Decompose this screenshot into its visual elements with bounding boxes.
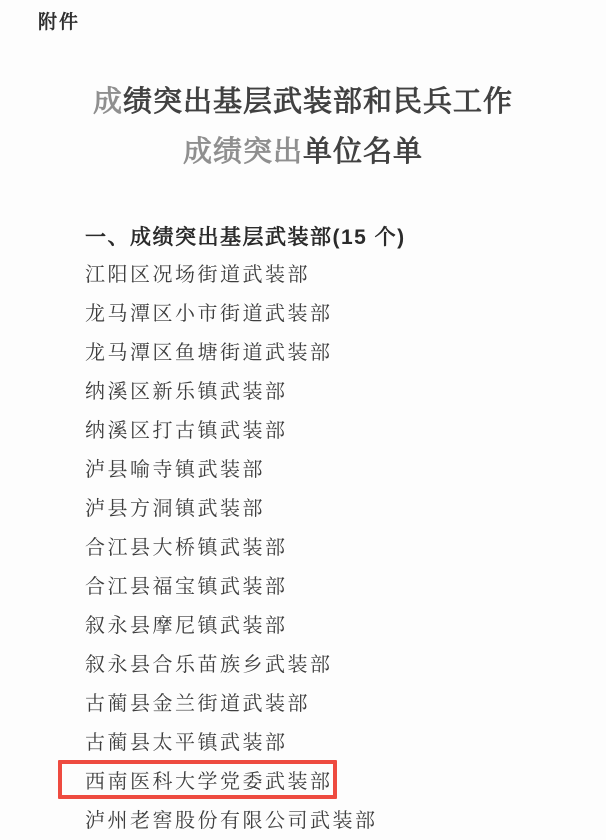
list-item [0, 253, 606, 292]
unit-name: 古蔺县金兰街道武装部 [85, 693, 310, 715]
unit-name: 叙永县摩尼镇武装部 [85, 615, 288, 637]
list-item [0, 409, 606, 448]
list-item [0, 604, 606, 643]
unit-name: 合江县福宝镇武装部 [85, 576, 288, 598]
document-title [0, 88, 606, 167]
list-item [0, 370, 606, 409]
unit-name: 纳溪区打古镇武装部 [85, 420, 288, 442]
list-item-highlighted [0, 760, 606, 799]
unit-name: 古蔺县太平镇武装部 [85, 732, 288, 754]
unit-name: 西南医科大学党委武装部 [85, 771, 333, 793]
section-heading: 一、成绩突出基层武装部(15 个) [85, 226, 406, 249]
unit-name: 龙马潭区小市街道武装部 [85, 303, 333, 325]
title-line-2 [0, 138, 606, 167]
list-item [0, 526, 606, 565]
title-line2-faded-text: 成绩突出 [182, 136, 303, 168]
title-line-1 [0, 88, 606, 117]
unit-name: 龙马潭区鱼塘街道武装部 [85, 342, 333, 364]
title-line1-text: 绩突出基层武装部和民兵工作 [123, 86, 514, 118]
attachment-label: 附件 [38, 12, 81, 33]
unit-name: 叙永县合乐苗族乡武装部 [85, 654, 333, 676]
title-line2-text: 单位名单 [303, 136, 424, 168]
unit-name: 泸县喻寺镇武装部 [85, 459, 265, 481]
list-item [0, 721, 606, 760]
unit-name: 合江县大桥镇武装部 [85, 537, 288, 559]
list-item [0, 565, 606, 604]
unit-list [0, 253, 606, 838]
list-item [0, 643, 606, 682]
unit-name: 泸县方洞镇武装部 [85, 498, 265, 520]
list-item [0, 448, 606, 487]
list-item [0, 331, 606, 370]
unit-name: 泸州老窖股份有限公司武装部 [85, 810, 378, 832]
list-item [0, 682, 606, 721]
unit-name: 纳溪区新乐镇武装部 [85, 381, 288, 403]
list-item [0, 292, 606, 331]
list-item [0, 799, 606, 838]
list-item [0, 487, 606, 526]
unit-name: 江阳区况场街道武装部 [85, 264, 310, 286]
title-line1-faded-text: 成 [92, 86, 123, 118]
